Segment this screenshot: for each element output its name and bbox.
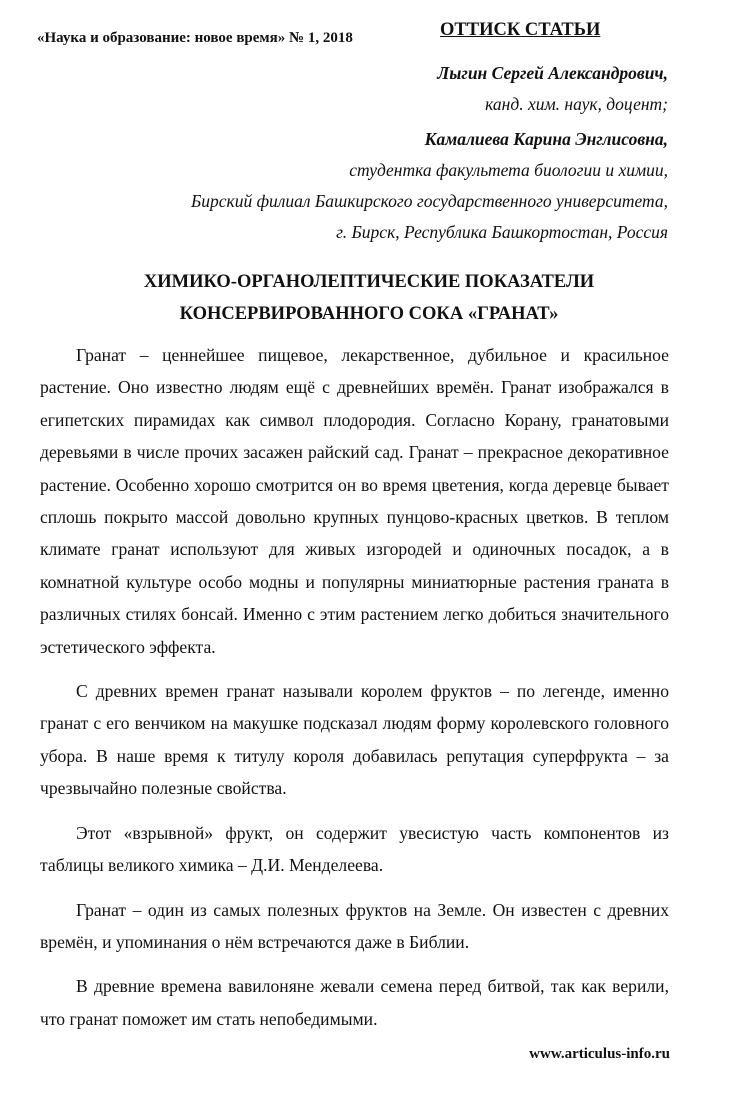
body-paragraph: С древних времен гранат называли королем фруктов – по легенде, именно гранат с его венчиком на макушке подсказал людям форму королевского головного убора. В наше время к титулу короля добавилась репутация суперфрукта – за чрезвычайно полезные свойства. [40, 681, 669, 799]
body-paragraph: В древние времена вавилоняне жевали семена перед битвой, так как верили, что гранат поможет им стать непобедимыми. [40, 976, 669, 1029]
article-title-line-2: КОНСЕРВИРОВАННОГО СОКА «ГРАНАТ» [179, 304, 559, 324]
article-body [40, 339, 669, 1047]
author-2-name: Камалиева Карина Энглисовна, [424, 129, 668, 149]
article-title [0, 266, 738, 330]
author-location: г. Бирск, Республика Башкортостан, Россия [336, 222, 668, 242]
journal-citation: «Наука и образование: новое время» № 1, 2018 [37, 30, 353, 46]
author-affiliation: Бирский филиал Башкирского государственного университета, [190, 191, 668, 211]
reprint-label: ОТТИСК СТАТЬИ [440, 20, 601, 40]
article-title-line-1: ХИМИКО-ОРГАНОЛЕПТИЧЕСКИЕ ПОКАЗАТЕЛИ [143, 272, 595, 292]
author-1-title: канд. хим. наук, доцент; [485, 94, 668, 114]
author-2-title: студентка факультета биологии и химии, [349, 160, 668, 180]
body-paragraph: Гранат – один из самых полезных фруктов на Земле. Он известен с древних времён, и упоминания о нём встречаются даже в Библии. [40, 899, 669, 952]
body-paragraph: Этот «взрывной» фрукт, он содержит увесистую часть компонентов из таблицы великого химика – Д.И. Менделеева. [40, 822, 669, 876]
author-block [191, 58, 668, 248]
footer-url: www.articulus-info.ru [529, 1046, 670, 1062]
author-1-name: Лыгин Сергей Александрович, [437, 63, 668, 83]
body-paragraph: Гранат – ценнейшее пищевое, лекарственное, дубильное и красильное растение. Оно известно людям ещё с древнейших времён. Гранат изображался в египетских пирамидах как символ плодородия. Согласно Корану, гранатовыми деревьями в числе прочих засажен райский сад. Гранат – прекрасное декоративное растение. Особенно хорошо смотрится он во время цветения, когда деревце бывает сплошь покрыто массой довольно крупных пунцово-красных цветков. В теплом климате гранат используют для живых изгородей и одиночных посадок, а в комнатной культуре особо модны и популярны миниатюрные растения граната в различных стилях бонсай. Именно с этим растением легко добиться значительного эстетического эффекта. [40, 345, 669, 657]
